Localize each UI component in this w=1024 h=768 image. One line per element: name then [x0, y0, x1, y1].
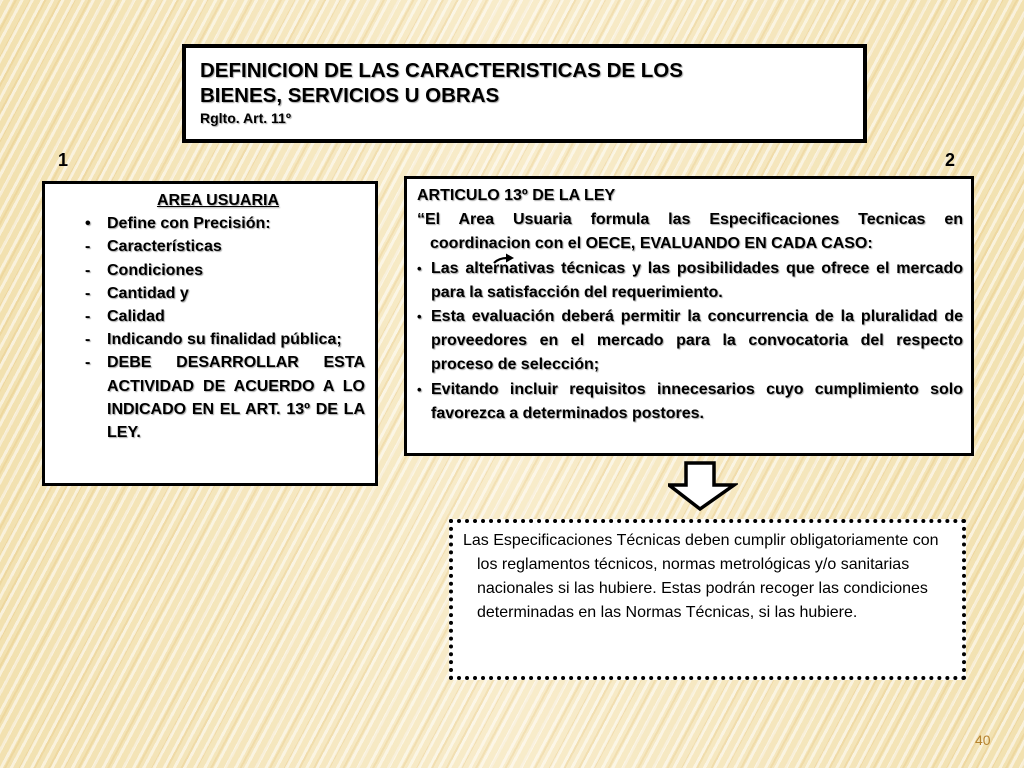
bullet-marker: •: [417, 260, 422, 276]
list-item: [71, 282, 365, 305]
bullet-marker: •: [85, 215, 91, 233]
box-number-1: 1: [58, 150, 69, 170]
list-item-text: Cantidad y: [107, 284, 189, 302]
list-item: [71, 328, 365, 351]
list-item-text: DEBE DESARROLLAR ESTA ACTIVIDAD DE ACUERDO A LO INDICADO EN EL ART. 13º DE LA LEY.: [107, 354, 365, 442]
list-item-text: Las alternativas técnicas y las posibilidades que ofrece el mercado para la satisfacción del requerimiento.: [431, 259, 963, 301]
box-number-2: 2: [945, 150, 956, 170]
list-item-text: Esta evaluación deberá permitir la concurrencia de la pluralidad de proveedores en el mercado para la convocatoria del respecto proceso de selección;: [431, 308, 963, 374]
list-item: [71, 212, 365, 235]
dash-marker: -: [85, 261, 91, 279]
list-item: [71, 235, 365, 258]
area-usuaria-box: [42, 181, 378, 486]
area-usuaria-heading: AREA USUARIA: [156, 192, 280, 209]
list-item: [71, 351, 365, 444]
bullet-marker: •: [417, 309, 422, 325]
dash-marker: -: [85, 331, 91, 349]
title-line-1: DEFINICION DE LAS CARACTERISTICAS DE LOS: [200, 59, 683, 82]
especificaciones-text: Las Especificaciones Técnicas deben cumplir obligatoriamente con los reglamentos técnicos, normas metrológicas y/o sanitarias nacionales si las hubiere. Estas podrán recoger las condiciones determinadas en las Normas Técnicas, si las hubiere.: [463, 532, 939, 621]
dash-marker: -: [85, 308, 91, 326]
dash-marker: -: [85, 284, 91, 302]
area-usuaria-list: [71, 212, 365, 444]
list-item-text: Define con Precisión:: [107, 215, 271, 233]
dash-marker: -: [85, 238, 91, 256]
list-item: [71, 259, 365, 282]
list-item-text: Condiciones: [107, 261, 204, 279]
title-reference: Rglto. Art. 11º: [200, 110, 291, 126]
articulo-heading: ARTICULO 13º DE LA LEY: [417, 187, 616, 204]
dash-marker: -: [85, 354, 91, 372]
list-item-text: Calidad: [107, 308, 165, 326]
list-item: [417, 378, 963, 426]
articulo-13-box: [404, 176, 974, 456]
articulo-quote: “El Area Usuaria formula las Especificaciones Tecnicas en coordinacion con el OECE, EVALUANDO EN CADA CASO:: [417, 211, 963, 253]
list-item-text: Evitando incluir requisitos innecesarios cuyo cumplimiento solo favorezca a determinados postores.: [431, 380, 963, 422]
right-arrow-icon: [493, 252, 515, 266]
page-number: 40: [975, 732, 991, 748]
down-arrow-icon: [668, 460, 738, 512]
title-box: [182, 44, 867, 143]
list-item: [417, 305, 963, 378]
list-item-text: Indicando su finalidad pública;: [107, 331, 342, 349]
list-item-text: Características: [107, 238, 222, 256]
list-item: [71, 305, 365, 328]
title-line-2: BIENES, SERVICIOS U OBRAS: [200, 84, 500, 107]
especificaciones-tecnicas-box: [449, 519, 966, 680]
bullet-marker: •: [417, 381, 422, 397]
